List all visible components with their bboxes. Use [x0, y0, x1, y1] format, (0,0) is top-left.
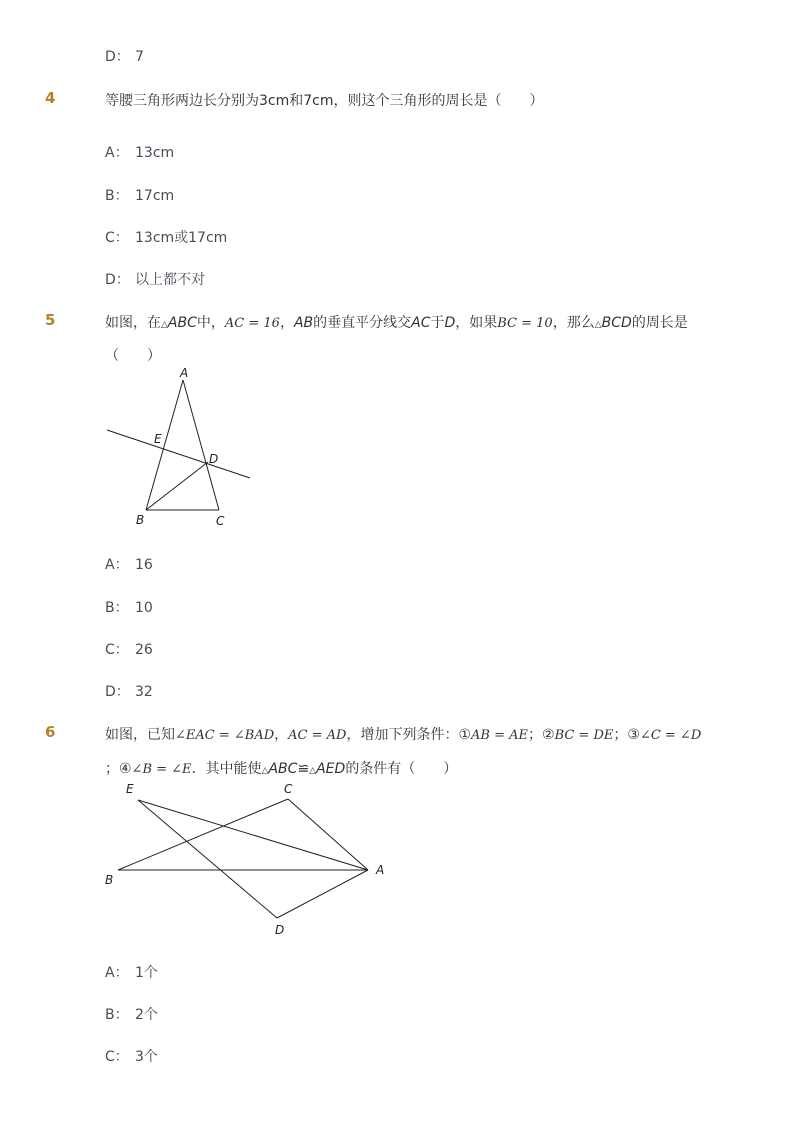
q3-option-d: [105, 46, 144, 66]
label-C: C: [284, 782, 293, 796]
stem-text: ，增加下列条件：①: [346, 727, 472, 743]
stem-math: BC = 10: [497, 316, 553, 331]
label-E: E: [126, 782, 134, 796]
stem-text: 的周长是: [631, 315, 688, 331]
label-C: C: [216, 514, 225, 528]
stem-math: AB: [293, 315, 314, 331]
q5-option-a: [105, 554, 153, 574]
stem-text: ；④: [105, 761, 132, 777]
question-6-stem: [105, 724, 701, 744]
option-letter: D：: [105, 684, 130, 700]
stem-text: ，: [274, 727, 289, 743]
stem-math: ABC: [268, 761, 298, 777]
label-B: B: [105, 873, 114, 887]
segment-CA: [288, 799, 368, 870]
stem-math: D: [444, 315, 456, 331]
question-number-4: 4: [45, 89, 56, 107]
triangle-symbol: △: [309, 766, 317, 776]
stem-math: ∠EAC = ∠BAD: [175, 728, 275, 743]
question-5-stem-line2: （ ）: [105, 348, 161, 364]
q4-option-d: [105, 269, 205, 289]
q4-option-a: [105, 142, 174, 162]
label-D: D: [209, 452, 219, 466]
option-letter: D：: [105, 49, 130, 65]
segment-BC: [118, 799, 288, 870]
q6-option-c: [105, 1046, 158, 1066]
option-text: 13cm或17cm: [135, 230, 228, 246]
option-letter: C：: [105, 642, 129, 658]
q5-figure: [100, 362, 260, 532]
segment-BD: [146, 462, 208, 510]
option-letter: A：: [105, 965, 129, 981]
stem-math: ∠C = ∠D: [639, 728, 702, 743]
option-letter: C：: [105, 230, 129, 246]
option-text: 10: [135, 600, 153, 616]
stem-text: ；②: [528, 727, 555, 743]
stem-text: 中，: [196, 315, 225, 331]
question-number-6: 6: [45, 723, 56, 741]
stem-text: ，: [279, 315, 294, 331]
option-letter: B：: [105, 600, 129, 616]
q6-option-b: [105, 1004, 158, 1024]
option-text: 32: [135, 684, 153, 700]
option-text: 以上都不对: [135, 272, 205, 288]
option-letter: A：: [105, 145, 129, 161]
stem-math: AC: [411, 315, 431, 331]
stem-text: ，如果: [455, 315, 498, 331]
question-number-5: 5: [45, 311, 56, 329]
option-letter: B：: [105, 1007, 129, 1023]
question-6-stem-line2: [105, 758, 457, 778]
label-D: D: [275, 923, 285, 937]
option-letter: D：: [105, 272, 130, 288]
question-5-stem: [105, 312, 688, 332]
option-text: 26: [135, 642, 153, 658]
q5-option-c: [105, 639, 153, 659]
stem-math: ∠B = ∠E: [131, 762, 192, 777]
stem-text: 的垂直平分线交: [313, 315, 412, 331]
stem-text: ；③: [613, 727, 640, 743]
stem-text: 如图，已知: [105, 727, 175, 743]
stem-text: 的条件有（ ）: [345, 761, 458, 777]
option-letter: C：: [105, 1049, 129, 1065]
perpendicular-bisector: [107, 430, 250, 478]
triangle-symbol: △: [161, 320, 168, 330]
triangle-symbol: △: [261, 766, 269, 776]
stem-text: 如图，在: [105, 315, 161, 331]
segment-ED: [138, 800, 277, 918]
stem-math: BC = DE: [554, 728, 614, 743]
stem-text: ．其中能使: [191, 761, 262, 777]
option-text: 17cm: [135, 188, 175, 204]
q6-option-a: [105, 962, 158, 982]
option-text: 2个: [135, 1007, 158, 1023]
q5-option-d: [105, 681, 153, 701]
option-text: 16: [135, 557, 153, 573]
stem-math: AB = AE: [471, 728, 528, 743]
stem-text: ，那么: [552, 315, 595, 331]
q4-option-b: [105, 185, 174, 205]
q6-figure: [100, 778, 400, 938]
stem-math: ABC: [167, 315, 197, 331]
segment-EA: [138, 800, 368, 870]
q5-option-b: [105, 597, 153, 617]
option-text: 7: [135, 49, 144, 65]
congruent-symbol: ≌: [297, 761, 310, 777]
label-A: A: [376, 863, 385, 877]
stem-math: AED: [316, 761, 346, 777]
stem-math: AC = 16: [224, 316, 280, 331]
option-letter: B：: [105, 188, 129, 204]
option-letter: A：: [105, 557, 129, 573]
option-text: 1个: [135, 965, 158, 981]
stem-math: AC = AD: [288, 728, 347, 743]
option-text: 13cm: [135, 145, 175, 161]
segment-AC: [183, 380, 219, 510]
stem-math: BCD: [601, 315, 632, 331]
option-text: 3个: [135, 1049, 158, 1065]
label-E: E: [154, 432, 162, 446]
label-A: A: [180, 366, 189, 380]
triangle-symbol: △: [594, 320, 602, 330]
question-4-stem: 等腰三角形两边长分别为3cm和7cm，则这个三角形的周长是（ ）: [105, 93, 544, 109]
label-B: B: [136, 513, 145, 527]
stem-text: 于: [430, 315, 445, 331]
segment-DA: [277, 870, 368, 918]
q4-option-c: [105, 227, 227, 247]
